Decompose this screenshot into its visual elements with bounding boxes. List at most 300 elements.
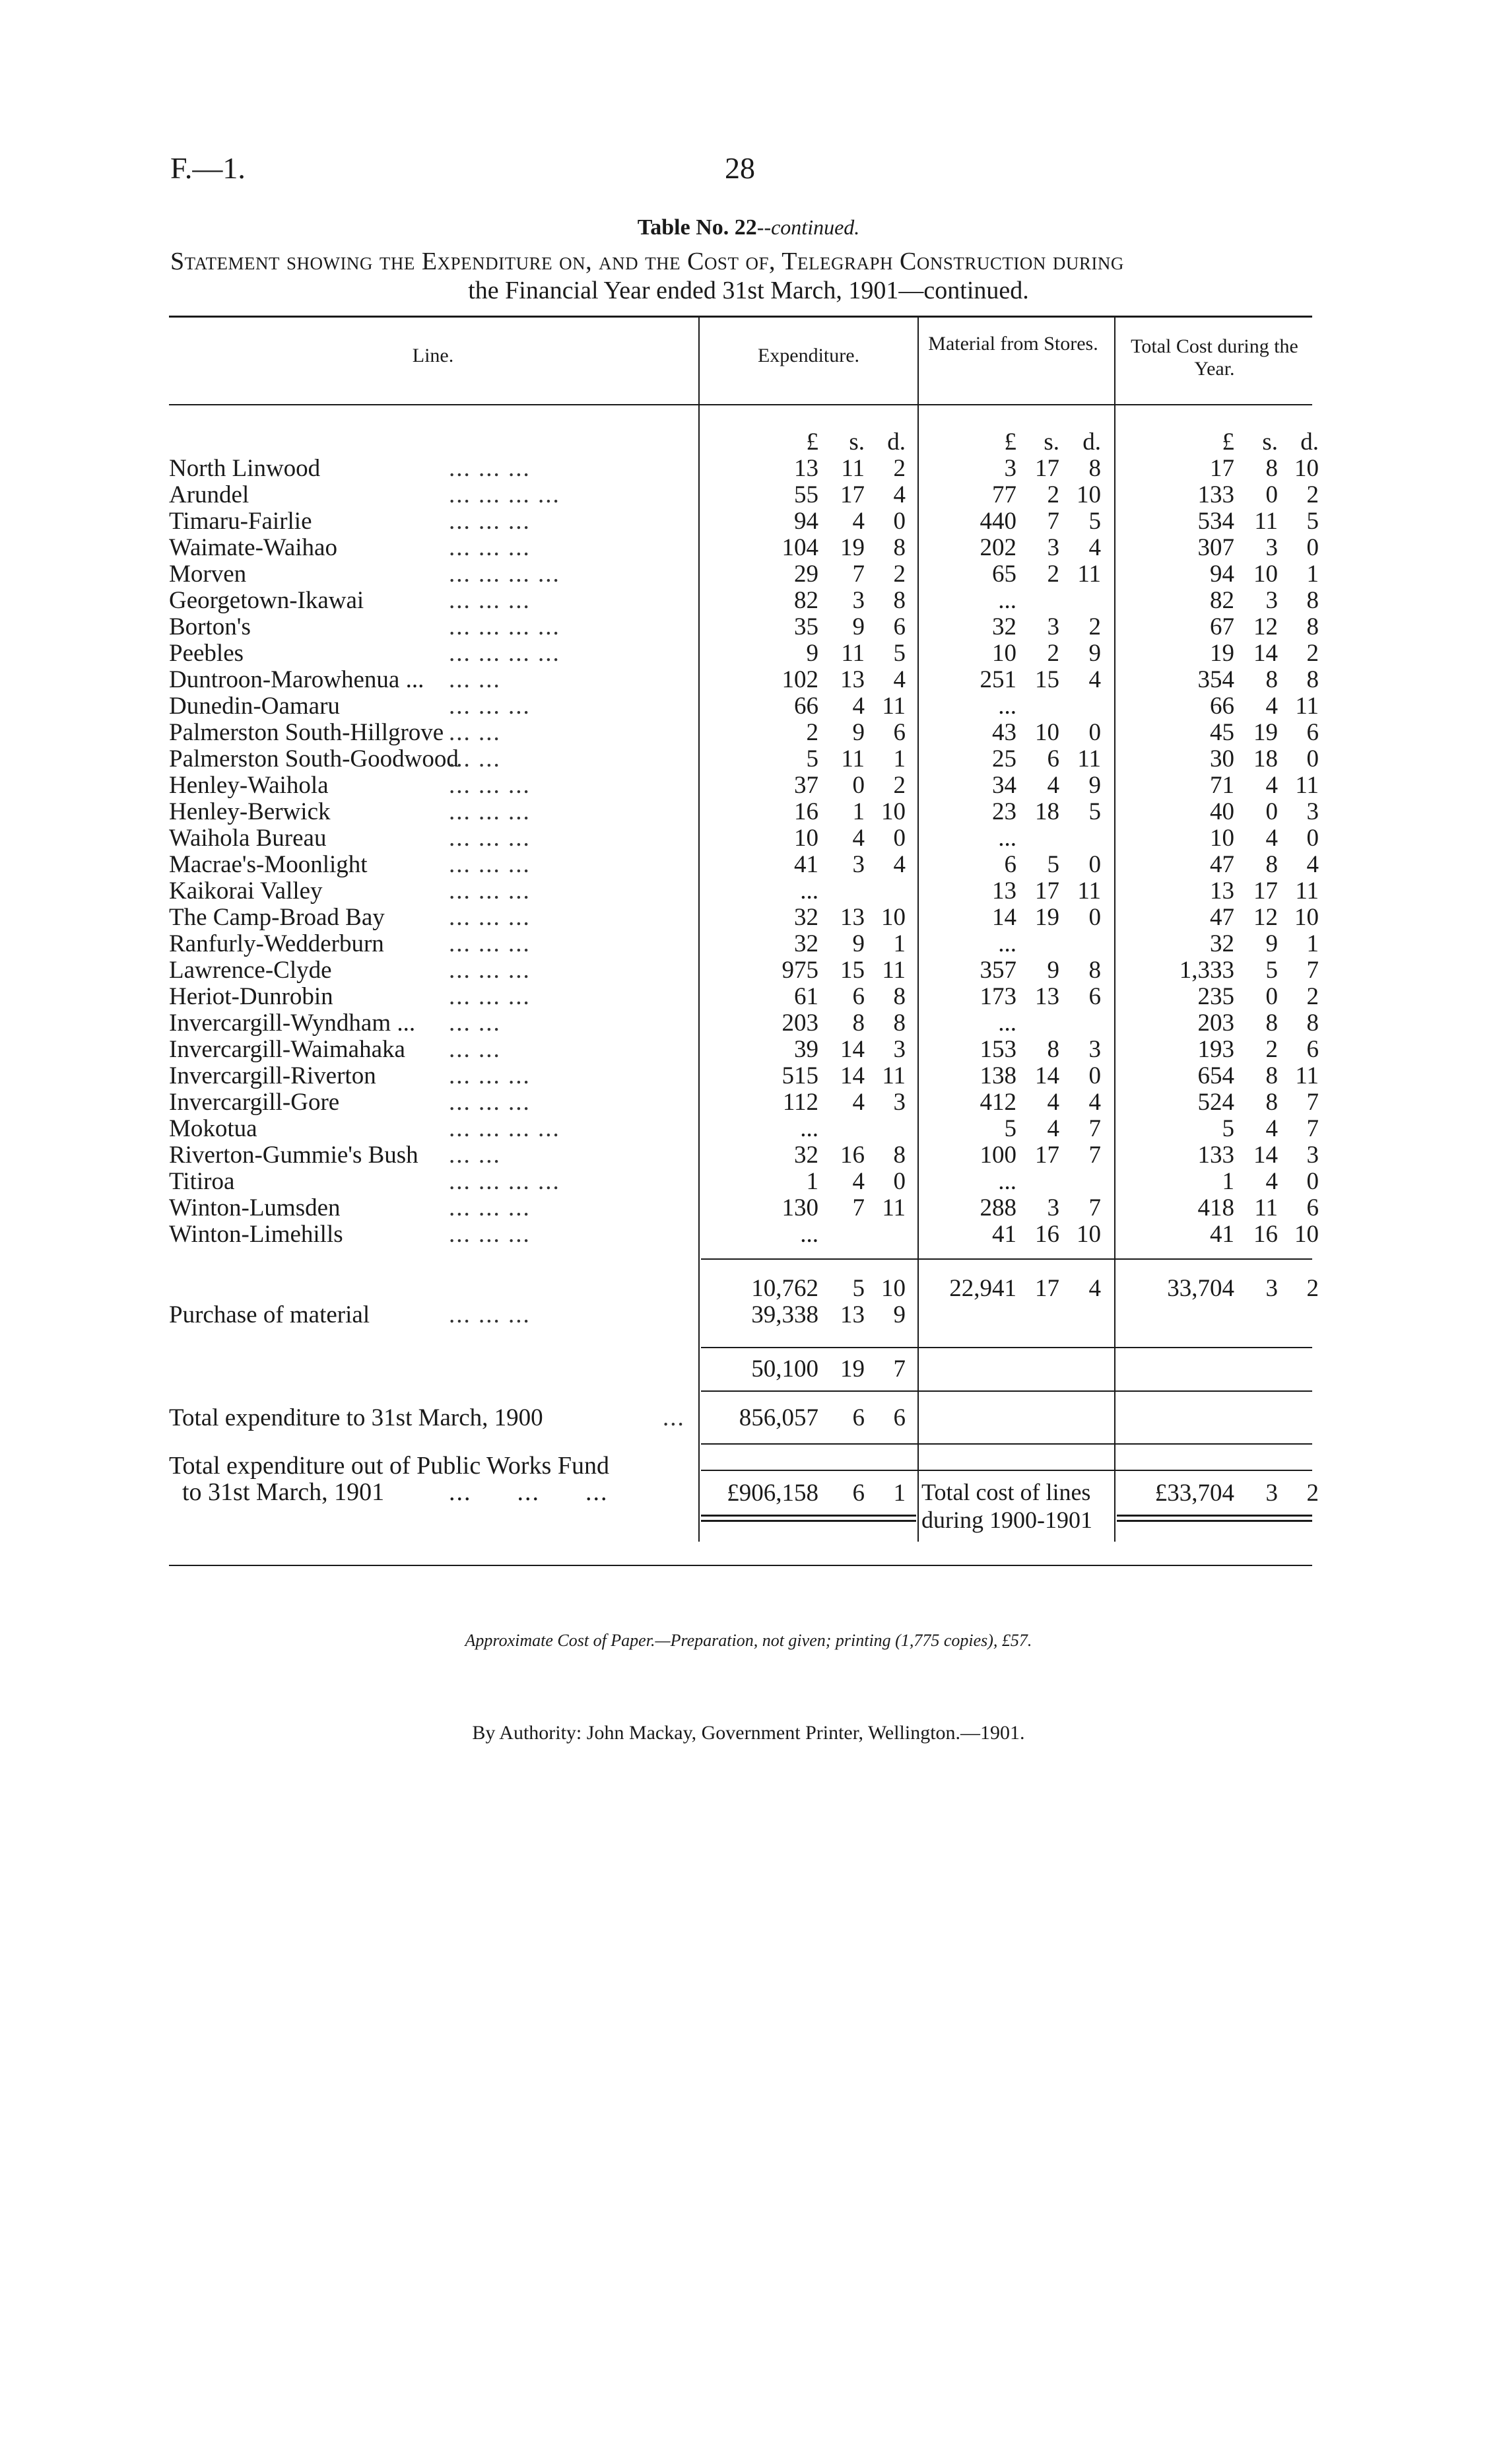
total-pounds: 354 xyxy=(1197,666,1234,693)
total-pence: 6 xyxy=(1306,1036,1319,1063)
line-name: Georgetown-Ikawai xyxy=(169,587,364,614)
total-pounds: 203 xyxy=(1197,1010,1234,1037)
total-pounds: 10 xyxy=(1210,825,1234,852)
material-pounds: 202 xyxy=(980,534,1016,561)
line-name: Henley-Waihola xyxy=(169,772,329,799)
total-pence: 3 xyxy=(1306,798,1319,825)
total-pounds: 47 xyxy=(1210,851,1234,878)
table-row xyxy=(0,878,1497,905)
material-pence: 0 xyxy=(1088,904,1101,931)
expenditure-shillings: 6 xyxy=(852,983,865,1010)
material-pounds: 43 xyxy=(992,719,1016,746)
sum-exp-shillings: 19 xyxy=(840,1355,865,1383)
total-shillings: 3 xyxy=(1265,587,1278,614)
material-pounds: 41 xyxy=(992,1221,1016,1248)
material-pounds: ... xyxy=(998,693,1016,720)
material-pounds: 14 xyxy=(992,904,1016,931)
line-name: Heriot-Dunrobin xyxy=(169,983,333,1010)
material-pounds: 65 xyxy=(992,561,1016,588)
total-pounds: 133 xyxy=(1197,1142,1234,1169)
total-to-1900-row xyxy=(0,1405,1497,1431)
leader-dots: ... ... ... xyxy=(449,904,531,931)
sum-row xyxy=(0,1356,1497,1383)
grand-total-label-2: to 31st March, 1901 xyxy=(182,1478,385,1506)
expenditure-shillings: 3 xyxy=(852,587,865,614)
leader-dots: ... ... xyxy=(449,745,501,772)
grand-total-pounds: £33,704 xyxy=(1154,1480,1234,1507)
report-id: F.—1. xyxy=(170,151,246,185)
expenditure-pounds: 16 xyxy=(794,798,818,825)
total-pounds: 307 xyxy=(1197,534,1234,561)
leader-dots: ... ... ... xyxy=(449,534,531,561)
expenditure-shillings: 4 xyxy=(852,1168,865,1195)
material-pounds: 357 xyxy=(980,957,1016,984)
total-pence: 1 xyxy=(1306,930,1319,957)
total-shillings: 8 xyxy=(1265,1089,1278,1116)
expenditure-shillings: 1 xyxy=(852,798,865,825)
unit-shilling: s. xyxy=(849,428,865,456)
total-shillings: 8 xyxy=(1265,1010,1278,1037)
total-shillings: 4 xyxy=(1265,1168,1278,1195)
total-shillings: 16 xyxy=(1253,1221,1278,1248)
expenditure-pounds: 10 xyxy=(794,825,818,852)
expenditure-shillings: 17 xyxy=(840,481,865,508)
total-shillings: 4 xyxy=(1265,825,1278,852)
line-name: Winton-Limehills xyxy=(169,1221,343,1248)
total-pounds: 17 xyxy=(1210,455,1234,482)
line-name: Macrae's-Moonlight xyxy=(169,851,368,878)
material-shillings: 14 xyxy=(1035,1062,1059,1089)
total-pence: 6 xyxy=(1306,719,1319,746)
total-shillings: 8 xyxy=(1265,455,1278,482)
material-shillings: 9 xyxy=(1047,957,1059,984)
line-name: Riverton-Gummie's Bush xyxy=(169,1142,418,1169)
material-pounds: 32 xyxy=(992,613,1016,640)
expenditure-shillings: 4 xyxy=(852,1089,865,1116)
table-row xyxy=(0,588,1497,614)
line-name: Duntroon-Marowhenua ... xyxy=(169,666,424,693)
expenditure-pence: 8 xyxy=(893,587,906,614)
expenditure-pounds: 61 xyxy=(794,983,818,1010)
table-title-line-1: Statement showing the Expenditure on, and the Cost of, Telegraph Construction during xyxy=(170,248,1124,275)
expenditure-pence: 5 xyxy=(893,640,906,667)
leader-dots: ... ... ... xyxy=(449,825,531,852)
material-shillings: 5 xyxy=(1047,851,1059,878)
material-shillings: 17 xyxy=(1035,455,1059,482)
total-pence: 0 xyxy=(1306,534,1319,561)
total-to-1900-rule xyxy=(701,1443,1312,1445)
material-pounds: ... xyxy=(998,587,1016,614)
total-pounds: 133 xyxy=(1197,481,1234,508)
material-shillings: 2 xyxy=(1047,481,1059,508)
column-header-line: Line. xyxy=(412,345,454,366)
total-pounds: 534 xyxy=(1197,508,1234,535)
total-pence: 0 xyxy=(1306,745,1319,772)
total-pence: 10 xyxy=(1294,1221,1319,1248)
line-name: Ranfurly-Wedderburn xyxy=(169,930,384,957)
grand-total-pence: 2 xyxy=(1306,1480,1319,1507)
total-pence: 11 xyxy=(1295,1062,1319,1089)
expenditure-pounds: 37 xyxy=(794,772,818,799)
subtotal-mat-pence: 4 xyxy=(1088,1275,1101,1302)
total-pounds: 524 xyxy=(1197,1089,1234,1116)
expenditure-pence: 2 xyxy=(893,772,906,799)
expenditure-shillings: 11 xyxy=(841,455,865,482)
subtotal-top-rule xyxy=(701,1258,1312,1260)
leader-dots: ... ... ... xyxy=(449,455,531,482)
material-pence: 10 xyxy=(1077,1221,1101,1248)
material-pence: 9 xyxy=(1088,772,1101,799)
leader-dots: ... ... xyxy=(449,666,501,693)
total-shillings: 4 xyxy=(1265,1115,1278,1142)
leader-dots: ... ... ... xyxy=(449,1301,531,1328)
line-name: Kaikorai Valley xyxy=(169,877,323,905)
leader-dots: ... ... ... xyxy=(449,1221,531,1248)
column-header-total: Total Cost during the Year. xyxy=(1131,335,1298,380)
expenditure-shillings: 7 xyxy=(852,1194,865,1221)
total-pounds: 19 xyxy=(1210,640,1234,667)
table-row xyxy=(0,535,1497,561)
material-pounds: 34 xyxy=(992,772,1016,799)
material-pence: 11 xyxy=(1077,561,1101,588)
expenditure-pounds: 35 xyxy=(794,613,818,640)
material-pounds: 6 xyxy=(1004,851,1016,878)
subtotal-mat-pounds: 22,941 xyxy=(949,1275,1016,1302)
expenditure-pence: 3 xyxy=(893,1036,906,1063)
material-shillings: 2 xyxy=(1047,561,1059,588)
total-shillings: 14 xyxy=(1253,1142,1278,1169)
material-shillings: 19 xyxy=(1035,904,1059,931)
total-pence: 7 xyxy=(1306,1115,1319,1142)
expenditure-pence: 1 xyxy=(893,930,906,957)
material-pounds: ... xyxy=(998,825,1016,852)
expenditure-pounds: 112 xyxy=(782,1089,818,1116)
expenditure-pounds: 55 xyxy=(794,481,818,508)
total-pence: 1 xyxy=(1306,561,1319,588)
expenditure-pence: 11 xyxy=(882,1062,906,1089)
total-to-1900-pence: 6 xyxy=(893,1404,906,1431)
total-pence: 10 xyxy=(1294,904,1319,931)
expenditure-shillings: 4 xyxy=(852,825,865,852)
total-pence: 8 xyxy=(1306,587,1319,614)
sum-top-rule xyxy=(701,1347,1312,1348)
table-row xyxy=(0,1221,1497,1248)
subtotal-total-pence: 2 xyxy=(1306,1275,1319,1302)
line-name: Waihola Bureau xyxy=(169,825,327,852)
table-row xyxy=(0,1063,1497,1089)
expenditure-pence: 8 xyxy=(893,534,906,561)
material-pounds: 138 xyxy=(980,1062,1016,1089)
expenditure-pence: 8 xyxy=(893,983,906,1010)
purchase-exp-pounds: 39,338 xyxy=(751,1301,818,1328)
table-row xyxy=(0,852,1497,878)
material-shillings: 4 xyxy=(1047,1089,1059,1116)
material-total-label-1: Total cost of lines xyxy=(921,1479,1091,1505)
expenditure-pounds: 9 xyxy=(806,640,818,667)
expenditure-pounds: 13 xyxy=(794,455,818,482)
unit-pound: £ xyxy=(806,428,818,456)
expenditure-pounds: 32 xyxy=(794,904,818,931)
total-pence: 11 xyxy=(1295,877,1319,905)
total-pence: 0 xyxy=(1306,825,1319,852)
line-name: Peebles xyxy=(169,640,244,667)
leader-dots: ... ... ... ... xyxy=(449,561,560,588)
expenditure-pounds: ... xyxy=(800,1115,818,1142)
table-row xyxy=(0,984,1497,1010)
expenditure-shillings: 9 xyxy=(852,719,865,746)
table-bottom-rule xyxy=(169,1565,1312,1566)
material-pounds: 10 xyxy=(992,640,1016,667)
material-pounds: ... xyxy=(998,930,1016,957)
material-pounds: 100 xyxy=(980,1142,1016,1169)
total-shillings: 12 xyxy=(1253,904,1278,931)
grand-total-shillings: 3 xyxy=(1265,1480,1278,1507)
leader-dots: ... ... ... ... xyxy=(449,640,560,667)
table-row xyxy=(0,825,1497,852)
line-name: Palmerston South-Hillgrove xyxy=(169,719,444,746)
subtotal-mat-shillings: 17 xyxy=(1035,1275,1059,1302)
material-pounds: 288 xyxy=(980,1194,1016,1221)
expenditure-pence: 2 xyxy=(893,561,906,588)
authority-line: By Authority: John Mackay, Government Printer, Wellington.—1901. xyxy=(472,1722,1025,1744)
table-row xyxy=(0,561,1497,588)
table-number-label: Table No. 22 xyxy=(637,215,757,240)
total-pence: 5 xyxy=(1306,508,1319,535)
expenditure-shillings: 13 xyxy=(840,904,865,931)
total-pence: 8 xyxy=(1306,1010,1319,1037)
table-row xyxy=(0,1169,1497,1195)
material-shillings: 3 xyxy=(1047,613,1059,640)
table-row xyxy=(0,667,1497,693)
table-row xyxy=(0,772,1497,799)
expenditure-pence: 6 xyxy=(893,719,906,746)
leader-dots: ... ... ... xyxy=(449,930,531,957)
expenditure-pounds: 41 xyxy=(794,851,818,878)
expenditure-pounds: 1 xyxy=(806,1168,818,1195)
expenditure-shillings: 11 xyxy=(841,745,865,772)
table-row xyxy=(0,482,1497,508)
total-pence: 11 xyxy=(1295,772,1319,799)
grand-top-rule xyxy=(701,1470,1312,1471)
total-pence: 8 xyxy=(1306,666,1319,693)
leader-dots: ... ... ... xyxy=(449,957,531,984)
leader-dots: ... ... ... xyxy=(449,877,531,905)
expenditure-pence: 11 xyxy=(882,693,906,720)
total-shillings: 8 xyxy=(1265,851,1278,878)
grand-double-rule-1 xyxy=(701,1515,916,1517)
total-double-rule-2 xyxy=(1117,1520,1312,1522)
expenditure-pence: 8 xyxy=(893,1010,906,1037)
line-name: Henley-Berwick xyxy=(169,798,331,825)
material-pence: 6 xyxy=(1088,983,1101,1010)
expenditure-pence: 4 xyxy=(893,666,906,693)
total-pounds: 94 xyxy=(1210,561,1234,588)
leader-dots: ... ... ... xyxy=(449,693,531,720)
total-shillings: 17 xyxy=(1253,877,1278,905)
leader-dots: ... ... ... xyxy=(449,983,531,1010)
expenditure-pounds: 130 xyxy=(782,1194,818,1221)
total-pounds: 235 xyxy=(1197,983,1234,1010)
material-pence: 0 xyxy=(1088,719,1101,746)
expenditure-shillings: 7 xyxy=(852,561,865,588)
expenditure-pounds: 515 xyxy=(782,1062,818,1089)
grand-double-rule-2 xyxy=(701,1520,916,1522)
material-shillings: 3 xyxy=(1047,534,1059,561)
expenditure-pounds: 94 xyxy=(794,508,818,535)
line-name: Dunedin-Oamaru xyxy=(169,693,340,720)
subtotal-total-pounds: 33,704 xyxy=(1167,1275,1234,1302)
expenditure-shillings: 14 xyxy=(840,1062,865,1089)
table-row xyxy=(0,1037,1497,1063)
expenditure-pence: 1 xyxy=(893,745,906,772)
total-shillings: 5 xyxy=(1265,957,1278,984)
material-pounds: 5 xyxy=(1004,1115,1016,1142)
line-name: The Camp-Broad Bay xyxy=(169,904,385,931)
total-pounds: 418 xyxy=(1197,1194,1234,1221)
material-pounds: 13 xyxy=(992,877,1016,905)
total-shillings: 14 xyxy=(1253,640,1278,667)
unit-pence: d. xyxy=(1082,428,1101,456)
material-shillings: 17 xyxy=(1035,1142,1059,1169)
line-name: Borton's xyxy=(169,613,251,640)
total-pence: 4 xyxy=(1306,851,1319,878)
material-shillings: 17 xyxy=(1035,877,1059,905)
table-row xyxy=(0,720,1497,746)
table-row xyxy=(0,456,1497,482)
expenditure-shillings: 9 xyxy=(852,613,865,640)
sum-bottom-rule xyxy=(701,1390,1312,1392)
expenditure-pence: 11 xyxy=(882,1194,906,1221)
total-pounds: 47 xyxy=(1210,904,1234,931)
expenditure-pounds: 29 xyxy=(794,561,818,588)
total-pence: 7 xyxy=(1306,1089,1319,1116)
line-name: Arundel xyxy=(169,481,249,508)
material-pence: 2 xyxy=(1088,613,1101,640)
leader-dots: ... ... ... xyxy=(449,587,531,614)
material-pounds: 173 xyxy=(980,983,1016,1010)
table-number-suffix: --continued. xyxy=(756,215,860,239)
total-pounds: 40 xyxy=(1210,798,1234,825)
purchase-exp-pence: 9 xyxy=(893,1301,906,1328)
total-pounds: 71 xyxy=(1210,772,1234,799)
material-pence: 10 xyxy=(1077,481,1101,508)
expenditure-pounds: 66 xyxy=(794,693,818,720)
material-shillings: 3 xyxy=(1047,1194,1059,1221)
subtotal-total-shillings: 3 xyxy=(1265,1275,1278,1302)
total-shillings: 19 xyxy=(1253,719,1278,746)
material-pence: 0 xyxy=(1088,851,1101,878)
leader-dots: ... ... ... xyxy=(449,1478,609,1506)
leader-dots: ... ... ... xyxy=(449,1194,531,1221)
expenditure-pounds: 104 xyxy=(782,534,818,561)
table-row xyxy=(0,957,1497,984)
total-pence: 11 xyxy=(1295,693,1319,720)
grand-exp-pounds: £906,158 xyxy=(727,1480,818,1507)
total-pounds: 5 xyxy=(1222,1115,1234,1142)
expenditure-pounds: 39 xyxy=(794,1036,818,1063)
column-header-material: Material from Stores. xyxy=(928,333,1098,355)
material-total-label-2: during 1900-1901 xyxy=(921,1507,1092,1533)
expenditure-pounds: 82 xyxy=(794,587,818,614)
purchase-label: Purchase of material xyxy=(169,1301,370,1328)
material-pence: 4 xyxy=(1088,1089,1101,1116)
expenditure-pence: 3 xyxy=(893,1089,906,1116)
table-row xyxy=(0,508,1497,535)
material-pence: 7 xyxy=(1088,1194,1101,1221)
leader-dots: ... ... ... ... xyxy=(449,481,560,508)
leader-dots: ... ... ... ... xyxy=(449,1115,560,1142)
total-pounds: 67 xyxy=(1210,613,1234,640)
expenditure-shillings: 11 xyxy=(841,640,865,667)
table-row xyxy=(0,931,1497,957)
material-pounds: 440 xyxy=(980,508,1016,535)
total-shillings: 9 xyxy=(1265,930,1278,957)
leader-dots: ... ... xyxy=(449,1036,501,1063)
total-shillings: 3 xyxy=(1265,534,1278,561)
table-row xyxy=(0,693,1497,720)
expenditure-pounds: 203 xyxy=(782,1010,818,1037)
expenditure-shillings: 15 xyxy=(840,957,865,984)
leader-dots: ... ... ... xyxy=(449,798,531,825)
expenditure-shillings: 13 xyxy=(840,666,865,693)
grand-total-row xyxy=(0,1480,1497,1507)
unit-shilling: s. xyxy=(1044,428,1059,456)
grand-exp-shillings: 6 xyxy=(852,1480,865,1507)
total-pounds: 654 xyxy=(1197,1062,1234,1089)
material-shillings: 8 xyxy=(1047,1036,1059,1063)
expenditure-pounds: ... xyxy=(800,1221,818,1248)
material-shillings: 16 xyxy=(1035,1221,1059,1248)
line-name: North Linwood xyxy=(169,455,321,482)
total-shillings: 4 xyxy=(1265,772,1278,799)
leader-dots: ... ... xyxy=(449,1142,501,1169)
table-row xyxy=(0,1142,1497,1169)
total-pence: 3 xyxy=(1306,1142,1319,1169)
expenditure-pence: 6 xyxy=(893,613,906,640)
expenditure-shillings: 9 xyxy=(852,930,865,957)
table-row xyxy=(0,799,1497,825)
expenditure-shillings: 14 xyxy=(840,1036,865,1063)
page-number: 28 xyxy=(725,151,755,185)
expenditure-shillings: 8 xyxy=(852,1010,865,1037)
expenditure-pence: 0 xyxy=(893,1168,906,1195)
total-pounds: 30 xyxy=(1210,745,1234,772)
material-pounds: 412 xyxy=(980,1089,1016,1116)
table-row xyxy=(0,1089,1497,1116)
grand-exp-pence: 1 xyxy=(893,1480,906,1507)
expenditure-pence: 10 xyxy=(881,904,906,931)
total-pence: 8 xyxy=(1306,613,1319,640)
total-shillings: 11 xyxy=(1254,508,1278,535)
leader-dots: ... xyxy=(663,1404,685,1431)
table-row xyxy=(0,1116,1497,1142)
table-row xyxy=(0,1010,1497,1037)
leader-dots: ... ... ... xyxy=(449,1089,531,1116)
line-name: Invercargill-Wyndham ... xyxy=(169,1010,416,1037)
material-pounds: 251 xyxy=(980,666,1016,693)
total-to-1900-shillings: 6 xyxy=(852,1404,865,1431)
material-pounds: 25 xyxy=(992,745,1016,772)
grand-total-label-1: Total expenditure out of Public Works Fund xyxy=(169,1452,609,1480)
total-double-rule-1 xyxy=(1117,1515,1312,1517)
line-name: Waimate-Waihao xyxy=(169,534,337,561)
sum-exp-pence: 7 xyxy=(893,1355,906,1383)
expenditure-pounds: 102 xyxy=(782,666,818,693)
expenditure-shillings: 0 xyxy=(852,772,865,799)
total-pounds: 1,333 xyxy=(1179,957,1234,984)
material-pounds: 77 xyxy=(992,481,1016,508)
material-shillings: 4 xyxy=(1047,1115,1059,1142)
